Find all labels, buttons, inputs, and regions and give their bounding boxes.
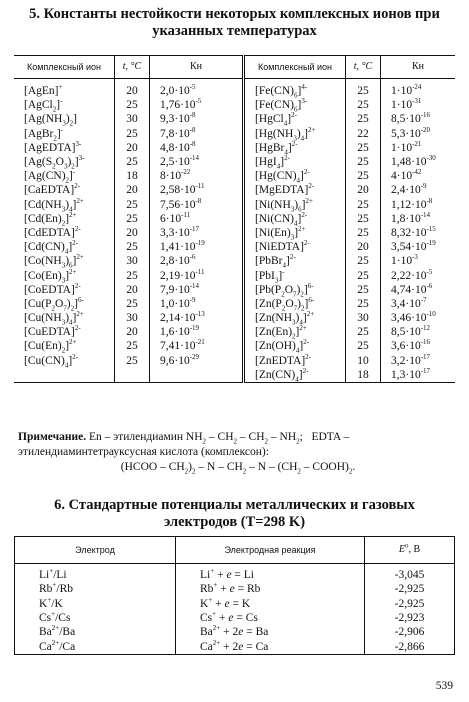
- constant-cell: $3,2\cdot 10^{-17}$: [381, 354, 456, 368]
- temperature-cell: 18: [115, 169, 150, 183]
- ion-cell: [AgEDTA]$^{3-}$: [24, 140, 82, 154]
- ion-cell: $[Cu(P_2O_7)_2]^{6-}$: [24, 296, 84, 313]
- table-row: [15, 582, 455, 596]
- section5-title-line2: указанных температурах: [152, 23, 317, 39]
- temperature-cell: 25: [346, 297, 381, 311]
- ion-cell: $[Fe(CN)_6]^{4-}$: [244, 84, 346, 98]
- ion-cell: $[Cd(En)_2]^{2+}$: [24, 210, 77, 228]
- table-row: [15, 597, 455, 611]
- table-row: [14, 226, 455, 240]
- ion-cell: $[Hg(NH_3)_4]^{2+}$: [244, 127, 346, 141]
- constant-cell: $9,3\cdot 10^{-8}$: [150, 112, 244, 126]
- constant-cell: $1,41\cdot 10^{-19}$: [150, 240, 244, 254]
- temperature-cell: 25: [346, 283, 381, 297]
- header-reaction: Электродная реакция: [176, 537, 365, 564]
- constant-cell: $2,0\cdot 10^{-5}$: [150, 84, 244, 98]
- potential-cell: -2,866: [365, 639, 455, 654]
- constant-cell: [150, 368, 244, 383]
- potential-cell: -2,906: [365, 625, 455, 639]
- table-row: [14, 84, 455, 98]
- ion-cell: $[Ni(NH_3)_6]^{2+}$: [244, 198, 346, 212]
- ion-cell: $[Pb(P_2O_7)_2]^{6-}$: [244, 283, 346, 297]
- header-k-right: Кн: [381, 56, 456, 79]
- table-row: [14, 212, 455, 226]
- electrode-potentials-body: [15, 564, 455, 655]
- constant-cell: $8\cdot 10^{-22}$: [150, 169, 244, 183]
- electrode-potentials-table: [14, 536, 455, 655]
- constant-cell: $2,14\cdot 10^{-13}$: [150, 311, 244, 325]
- temperature-cell: 20: [115, 325, 150, 339]
- ion-cell: [MgEDTA]$^{2-}$: [244, 183, 346, 197]
- table-row: [14, 155, 455, 169]
- electrode-cell: $Ba^{2+}/Ba$: [39, 624, 76, 639]
- ion-cell: $[Cu(NH_3)_4]^{2+}$: [24, 310, 84, 327]
- note-line1: Примечание. En – этилендиамин $NH_2 - CH_2 - CH_2 - NH_2$; EDTA –: [18, 431, 350, 446]
- ion-cell: [PbBr$_4$]$^{2-}$: [244, 254, 346, 268]
- section5-title-line1: 5. Константы нестойкости некоторых комплексных ионов при: [29, 6, 440, 22]
- reaction-cell: $Ca^{2+} + 2e = Ca$: [176, 639, 365, 654]
- ion-cell: $[Zn(CN)_4]^{2-}$: [244, 368, 346, 383]
- table-row: [14, 339, 455, 353]
- table-row: [14, 283, 455, 297]
- temperature-cell: 25: [346, 339, 381, 353]
- table-row: [14, 112, 455, 126]
- electrode-cell: Li+/Li: [39, 567, 67, 582]
- constant-cell: $9,6\cdot 10^{-29}$: [150, 354, 244, 368]
- ion-cell: [PbI$_3$]-: [244, 268, 346, 282]
- temperature-cell: 25: [115, 212, 150, 226]
- constant-cell: $4,74\cdot 10^{-6}$: [381, 283, 456, 297]
- ion-cell: $[Ni(CN)_4]^{2-}$: [244, 212, 346, 226]
- header-e0: $E^o$, В: [365, 537, 455, 564]
- temperature-cell: 10: [346, 354, 381, 368]
- temperature-cell: 20: [115, 283, 150, 297]
- ion-cell: [AgCl$_2$]-: [24, 97, 63, 114]
- constant-cell: $3,6\cdot 10^{-16}$: [381, 339, 456, 353]
- ion-cell: [AgEn]+: [24, 83, 63, 98]
- temperature-cell: 18: [346, 368, 381, 383]
- temperature-cell: 25: [346, 198, 381, 212]
- constant-cell: $3,3\cdot 10^{-17}$: [150, 226, 244, 240]
- ion-cell: $[Zn(OH)_4]^{2-}$: [244, 339, 346, 353]
- constant-cell: $1\cdot 10^{-24}$: [381, 84, 456, 98]
- constant-cell: $1,0\cdot 10^{-9}$: [150, 297, 244, 311]
- temperature-cell: 25: [346, 112, 381, 126]
- reaction-cell: $Ba^{2+} + 2e = Ba$: [176, 625, 365, 639]
- ion-cell: [HgCl$_4$]$^{2-}$: [244, 112, 346, 126]
- temperature-cell: 25: [346, 254, 381, 268]
- ion-cell: $[Cu(CN)_4]^{2-}$: [24, 352, 79, 369]
- temperature-cell: 25: [346, 155, 381, 169]
- ion-cell: $[Co(En)_3]^{2+}$: [24, 267, 77, 284]
- table-row: [15, 611, 455, 625]
- temperature-cell: 25: [115, 127, 150, 141]
- section6-title-line2: электродов (T=298 K): [163, 514, 306, 530]
- ion-cell: $[Zn(P_2O_7)_2]^{6-}$: [244, 297, 346, 311]
- ion-cell: $[Ni(En)_3]^{2+}$: [244, 226, 346, 240]
- ion-cell: $[Ag(NH_3)_2]$: [24, 113, 78, 128]
- table-row: [14, 127, 455, 141]
- table-row: [14, 297, 455, 311]
- constant-cell: $5,3\cdot 10^{-20}$: [381, 127, 456, 141]
- ion-cell: [CuEDTA]$^{2-}$: [24, 324, 81, 339]
- temperature-cell: [115, 368, 150, 383]
- potential-cell: -2,923: [365, 611, 455, 625]
- constant-cell: $2,5\cdot 10^{-14}$: [150, 155, 244, 169]
- constant-cell: $7,9\cdot 10^{-14}$: [150, 283, 244, 297]
- temperature-cell: 20: [346, 240, 381, 254]
- table-row: [14, 354, 455, 368]
- potential-cell: -2,925: [365, 597, 455, 611]
- temperature-cell: 25: [115, 155, 150, 169]
- table-header-row: [15, 537, 455, 564]
- constant-cell: $2,58\cdot 10^{-11}$: [150, 183, 244, 197]
- electrode-cell: Cs+/Cs: [39, 610, 71, 625]
- table-row: [14, 98, 455, 112]
- constant-cell: $1,48\cdot 10^{-30}$: [381, 155, 456, 169]
- ion-cell: [AgBr$_2$]-: [24, 125, 64, 142]
- table-row: [14, 268, 455, 282]
- potential-cell: -3,045: [365, 568, 455, 582]
- reaction-cell: K+ + e = K: [176, 597, 365, 611]
- header-t-right: t, °C: [346, 56, 381, 79]
- table-row: [15, 639, 455, 654]
- table-row: [14, 254, 455, 268]
- temperature-cell: 20: [115, 141, 150, 155]
- ion-cell: [CdEDTA]$^{2-}$: [24, 225, 81, 239]
- reaction-cell: Cs+ + e = Cs: [176, 611, 365, 625]
- constant-cell: $7,41\cdot 10^{-21}$: [150, 339, 244, 353]
- constant-cell: $4\cdot 10^{-42}$: [381, 169, 456, 183]
- constant-cell: $3,54\cdot 10^{-19}$: [381, 240, 456, 254]
- temperature-cell: 25: [346, 325, 381, 339]
- constant-cell: $1,76\cdot 10^{-5}$: [150, 98, 244, 112]
- constant-cell: $4,8\cdot 10^{-8}$: [150, 141, 244, 155]
- constant-cell: $2,8\cdot 10^{-6}$: [150, 254, 244, 268]
- temperature-cell: 25: [115, 240, 150, 254]
- constant-cell: $3,46\cdot 10^{-10}$: [381, 311, 456, 325]
- section6-title-line1: 6. Стандартные потенциалы металлических и газовых: [54, 497, 415, 513]
- constant-cell: $8,5\cdot 10^{-16}$: [381, 112, 456, 126]
- header-electrode: Электрод: [15, 537, 176, 564]
- temperature-cell: 30: [115, 112, 150, 126]
- constant-cell: $2,19\cdot 10^{-11}$: [150, 268, 244, 282]
- note-line2: этилендиаминтетрауксусная кислота (комплексон):: [18, 446, 269, 458]
- header-ion-right: Комплексный ион: [244, 56, 346, 79]
- ion-cell: $[Zn(En)_2]^{2+}$: [244, 325, 346, 339]
- header-ion-left: Комплексный ион: [14, 56, 115, 79]
- ion-cell: $[Hg(CN)_4]^{2-}$: [244, 169, 346, 183]
- table-header-row: [14, 56, 455, 79]
- table-row: [14, 325, 455, 339]
- ion-cell: $[Zn(NH_3)_4]^{2+}$: [244, 311, 346, 325]
- temperature-cell: 25: [346, 84, 381, 98]
- potential-cell: -2,925: [365, 582, 455, 596]
- temperature-cell: 25: [115, 98, 150, 112]
- temperature-cell: 20: [115, 84, 150, 98]
- ion-cell: [CoEDTA]$^{2-}$: [24, 281, 81, 296]
- temperature-cell: 25: [115, 268, 150, 282]
- temperature-cell: 30: [115, 311, 150, 325]
- table-row: [14, 183, 455, 197]
- electrode-cell: $Ca^{2+}/Ca$: [39, 638, 76, 653]
- temperature-cell: 30: [115, 254, 150, 268]
- temperature-cell: 25: [115, 339, 150, 353]
- constant-cell: $8,32\cdot 10^{-15}$: [381, 226, 456, 240]
- temperature-cell: 25: [115, 354, 150, 368]
- constant-cell: $1\cdot 10^{-31}$: [381, 98, 456, 112]
- table-row: [14, 169, 455, 183]
- header-t-left: t, °C: [115, 56, 150, 79]
- temperature-cell: 20: [346, 183, 381, 197]
- ion-cell: $[Ag(CN)_2]^-$: [24, 168, 76, 185]
- section6-title: [0, 497, 469, 531]
- ion-cell: $[Ag(S_2O_3)_2]^{3-}$: [24, 154, 85, 171]
- temperature-cell: 25: [115, 297, 150, 311]
- constant-cell: $2,4\cdot 10^{-9}$: [381, 183, 456, 197]
- ion-cell: [14, 368, 115, 383]
- header-k-left: Кн: [150, 56, 244, 79]
- constant-cell: $1,8\cdot 10^{-14}$: [381, 212, 456, 226]
- instability-constants-table: [14, 55, 455, 383]
- constant-cell: $7,8\cdot 10^{-8}$: [150, 127, 244, 141]
- temperature-cell: 22: [346, 127, 381, 141]
- constant-cell: $3,4\cdot 10^{-7}$: [381, 297, 456, 311]
- temperature-cell: 20: [115, 183, 150, 197]
- table-row: [14, 198, 455, 212]
- ion-cell: $[Fe(CN)_6]^{3-}$: [244, 98, 346, 112]
- table-row: [14, 141, 455, 155]
- table-row: [15, 568, 455, 582]
- temperature-cell: 25: [346, 226, 381, 240]
- instability-constants-body: [14, 79, 455, 383]
- constant-cell: $1,6\cdot 10^{-19}$: [150, 325, 244, 339]
- constant-cell: $1\cdot 10^{-21}$: [381, 141, 456, 155]
- ion-cell: $[Cu(En)_2]^{2+}$: [24, 338, 77, 355]
- temperature-cell: 20: [115, 226, 150, 240]
- ion-cell: [HgBr$_4$]$^{2-}$: [244, 141, 346, 155]
- ion-cell: $[HgI_4]^{2-}$: [244, 155, 346, 169]
- table-row: [15, 625, 455, 639]
- constant-cell: $1,12\cdot 10^{-8}$: [381, 198, 456, 212]
- table-row: [14, 240, 455, 254]
- ion-cell: $[Co(NH_3)_6]^{2+}$: [24, 253, 84, 270]
- note-formula: (HCOO – $CH_2)_2$ – N – $CH_2$ – N – ($CH_2$ – $COOH)_2$.: [120, 461, 356, 476]
- note: [18, 430, 458, 475]
- constant-cell: $8,5\cdot 10^{-12}$: [381, 325, 456, 339]
- constant-cell: $1,3\cdot 10^{-17}$: [381, 368, 456, 383]
- temperature-cell: 25: [346, 169, 381, 183]
- page-number: 539: [435, 680, 453, 692]
- temperature-cell: 25: [115, 198, 150, 212]
- constant-cell: $7,56\cdot 10^{-8}$: [150, 198, 244, 212]
- temperature-cell: 30: [346, 311, 381, 325]
- ion-cell: [ZnEDTA]$^{2-}$: [244, 354, 346, 368]
- temperature-cell: 25: [346, 268, 381, 282]
- table-row: [14, 368, 455, 383]
- constant-cell: $1\cdot 10^{-3}$: [381, 254, 456, 268]
- ion-cell: $[Cd(CN)_4]^{2-}$: [24, 239, 79, 256]
- reaction-cell: Li+ + e = Li: [176, 568, 365, 582]
- temperature-cell: 25: [346, 212, 381, 226]
- table-row: [14, 311, 455, 325]
- constant-cell: $6\cdot 10^{-11}$: [150, 212, 244, 226]
- constant-cell: $2,22\cdot 10^{-5}$: [381, 268, 456, 282]
- electrode-cell: Rb+/Rb: [39, 581, 73, 596]
- reaction-cell: Rb+ + e = Rb: [176, 582, 365, 596]
- temperature-cell: 25: [346, 141, 381, 155]
- section5-title: [0, 6, 469, 40]
- ion-cell: $[Cd(NH_3)_4]^{2+}$: [24, 196, 84, 213]
- temperature-cell: 25: [346, 98, 381, 112]
- electrode-cell: K+/K: [39, 595, 63, 610]
- ion-cell: [NiEDTA]$^{2-}$: [244, 240, 346, 254]
- ion-cell: [CaEDTA]$^{2-}$: [24, 182, 81, 197]
